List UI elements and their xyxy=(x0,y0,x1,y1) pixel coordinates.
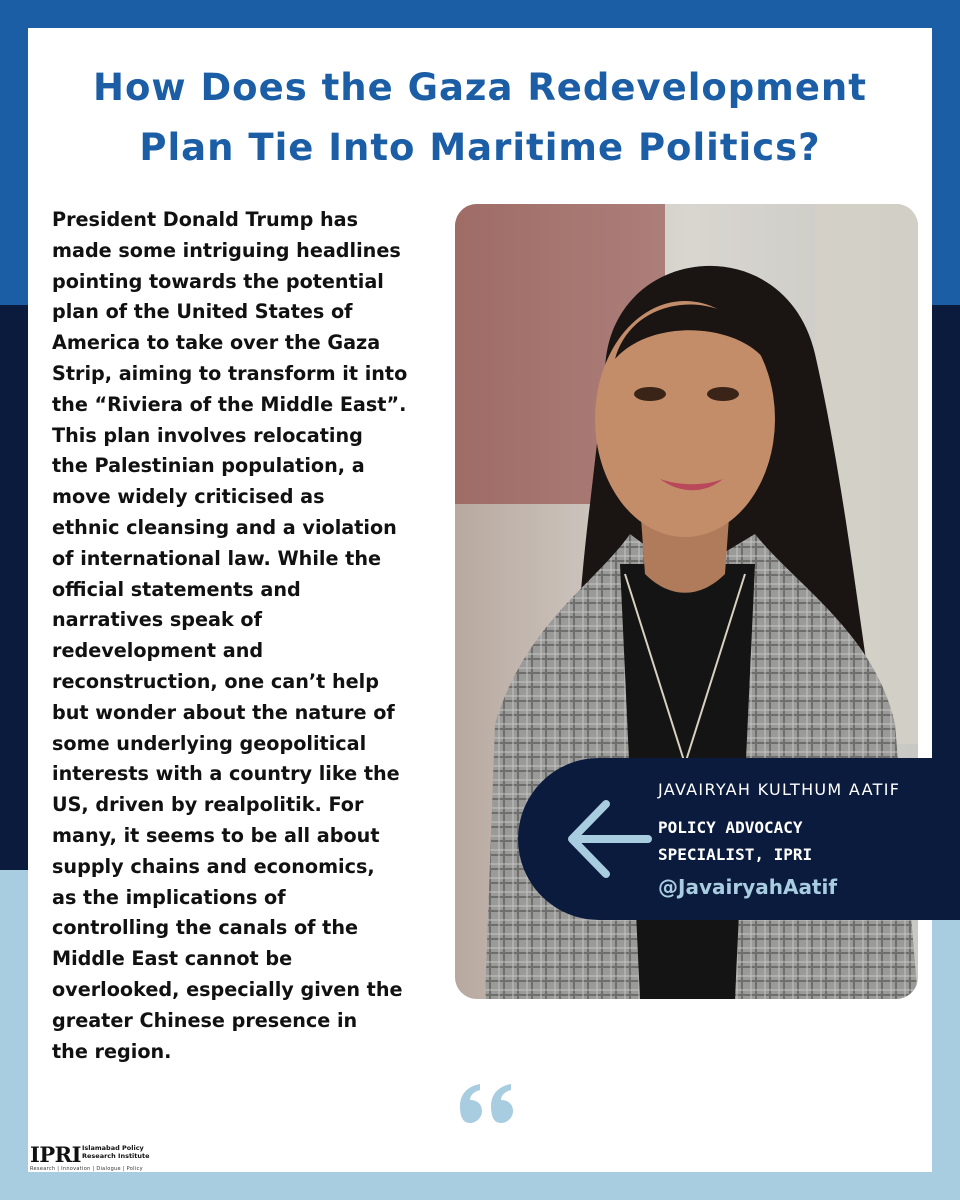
author-name: JAVAIRYAH KULTHUM AATIF xyxy=(658,780,901,799)
headline xyxy=(28,58,932,178)
body-line: Middle East cannot be xyxy=(52,947,293,971)
ipri-logo xyxy=(30,1142,190,1174)
author-role xyxy=(658,814,918,868)
body-line: Strip, aiming to transform it into xyxy=(52,361,408,385)
body-line: of international law. While the xyxy=(52,546,382,570)
body-line: but wonder about the nature of xyxy=(52,700,395,724)
body-line: some underlying geopolitical xyxy=(52,731,367,755)
body-line: ethnic cleansing and a violation xyxy=(52,515,397,539)
author-caption xyxy=(518,758,960,920)
author-role-line-2: SPECIALIST, IPRI xyxy=(658,845,813,864)
body-line: plan of the United States of xyxy=(52,300,353,324)
body-line: narratives speak of xyxy=(52,608,262,632)
body-line: the “Riviera of the Middle East”. xyxy=(52,392,407,416)
body-line: interests with a country like the xyxy=(52,762,400,786)
body-line: move widely criticised as xyxy=(52,485,325,509)
arrow-left-icon xyxy=(564,796,654,882)
body-line: as the implications of xyxy=(52,885,286,909)
body-line: many, it seems to be all about xyxy=(52,823,380,847)
logo-mark: IPRI xyxy=(30,1142,81,1167)
logo-name xyxy=(82,1144,192,1160)
article-body xyxy=(52,205,444,1067)
body-line: pointing towards the potential xyxy=(52,269,384,293)
body-line: US, driven by realpolitik. For xyxy=(52,793,364,817)
body-line: This plan involves relocating xyxy=(52,423,363,447)
closing-quote-icon xyxy=(456,1076,518,1126)
body-line: official statements and xyxy=(52,577,301,601)
headline-line-1: How Does the Gaza Redevelopment xyxy=(93,66,867,109)
body-line: made some intriguing headlines xyxy=(52,238,401,262)
body-line: controlling the canals of the xyxy=(52,916,359,940)
body-line: the region. xyxy=(52,1039,172,1063)
body-line: overlooked, especially given the xyxy=(52,977,403,1001)
headline-line-2: Plan Tie Into Maritime Politics? xyxy=(139,126,821,169)
logo-tagline: Research | Innovation | Dialogue | Policy xyxy=(30,1166,143,1172)
body-line: America to take over the Gaza xyxy=(52,331,381,355)
author-role-line-1: POLICY ADVOCACY xyxy=(658,818,803,837)
body-line: greater Chinese presence in xyxy=(52,1008,358,1032)
body-line: supply chains and economics, xyxy=(52,854,375,878)
body-line: reconstruction, one can’t help xyxy=(52,669,379,693)
body-line: the Palestinian population, a xyxy=(52,454,365,478)
logo-name-line-1: Islamabad Policy xyxy=(82,1144,144,1152)
author-handle: @JavairyahAatif xyxy=(658,875,838,899)
body-line: President Donald Trump has xyxy=(52,208,359,231)
body-line: redevelopment and xyxy=(52,639,264,663)
logo-name-line-2: Research Institute xyxy=(82,1152,150,1160)
